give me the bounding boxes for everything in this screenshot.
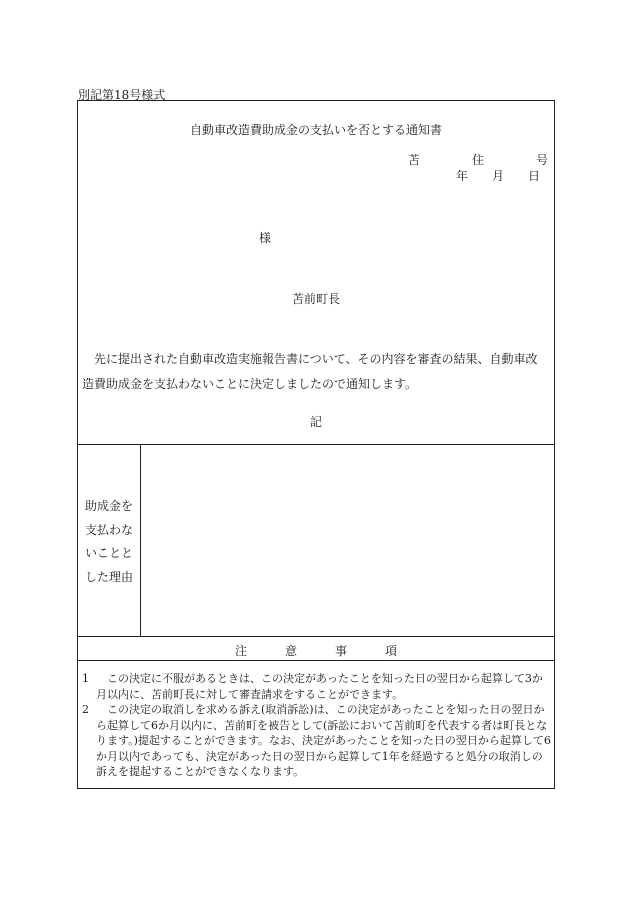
notice-form <box>77 100 555 789</box>
addressee-suffix: 様 <box>259 231 272 245</box>
date-year: 年 <box>456 169 469 183</box>
reference-prefix: 苫 <box>408 153 421 167</box>
reason-label-line: いことと <box>84 546 133 560</box>
divider <box>78 444 554 445</box>
notes-heading-char: 事 <box>335 644 348 658</box>
notes-heading-char: 注 <box>234 644 247 658</box>
note-number: 2 <box>82 703 89 716</box>
reason-label <box>78 495 140 589</box>
reference-suffix: 号 <box>536 153 549 167</box>
reference-number <box>408 151 548 168</box>
note-text-content: この決定の取消しを求める訴え(取消訴訟)は、この決定があったことを知った日の翌日から起算して6か月以内に、苫前町を被告として(訴訟において苫前町を代表する者は町長となります。)提起することができます。なお、決定があったことを知った日の翌日から起算して6か月以内であっても、決定があった日の翌日から起算して1年を経過すると処分の取消しの訴えを提起することができなくなります。 <box>96 703 551 778</box>
document-title: 自動車改造費助成金の支払いを否とする通知書 <box>189 123 442 137</box>
notice-body <box>82 347 548 397</box>
notice-body-text: 先に提出された自動車改造実施報告書について、その内容を審査の結果、自動車改造費助成金を支払わないことに決定しましたので通知します。 <box>82 352 538 391</box>
divider <box>78 636 554 637</box>
ki-label: 記 <box>309 415 322 429</box>
divider <box>78 660 554 661</box>
note-text-content: この決定に不服があるときは、この決定があったことを知った日の翌日から起算して3か月以内に、苫前町長に対して審査請求をすることができます。 <box>96 672 543 701</box>
note-text <box>96 671 552 702</box>
notes-heading <box>78 642 554 659</box>
reason-label-line: 支払わな <box>84 522 133 537</box>
reference-middle: 住 <box>472 153 485 167</box>
issue-date <box>456 167 540 184</box>
date-month: 月 <box>492 169 505 183</box>
reason-label-line: 助成金を <box>84 499 133 513</box>
reason-label-line: した理由 <box>84 569 133 584</box>
form-number-label: 別記第18号様式 <box>78 88 166 102</box>
note-item <box>82 671 552 702</box>
notes-heading-char: 項 <box>385 644 398 658</box>
notes-heading-char: 意 <box>284 644 297 658</box>
notes-list <box>82 671 552 780</box>
reason-column-divider <box>140 444 141 636</box>
date-day: 日 <box>528 169 541 183</box>
sender-name: 苫前町長 <box>291 292 340 306</box>
note-item <box>82 702 552 780</box>
note-number: 1 <box>82 672 89 685</box>
note-text <box>96 702 552 780</box>
